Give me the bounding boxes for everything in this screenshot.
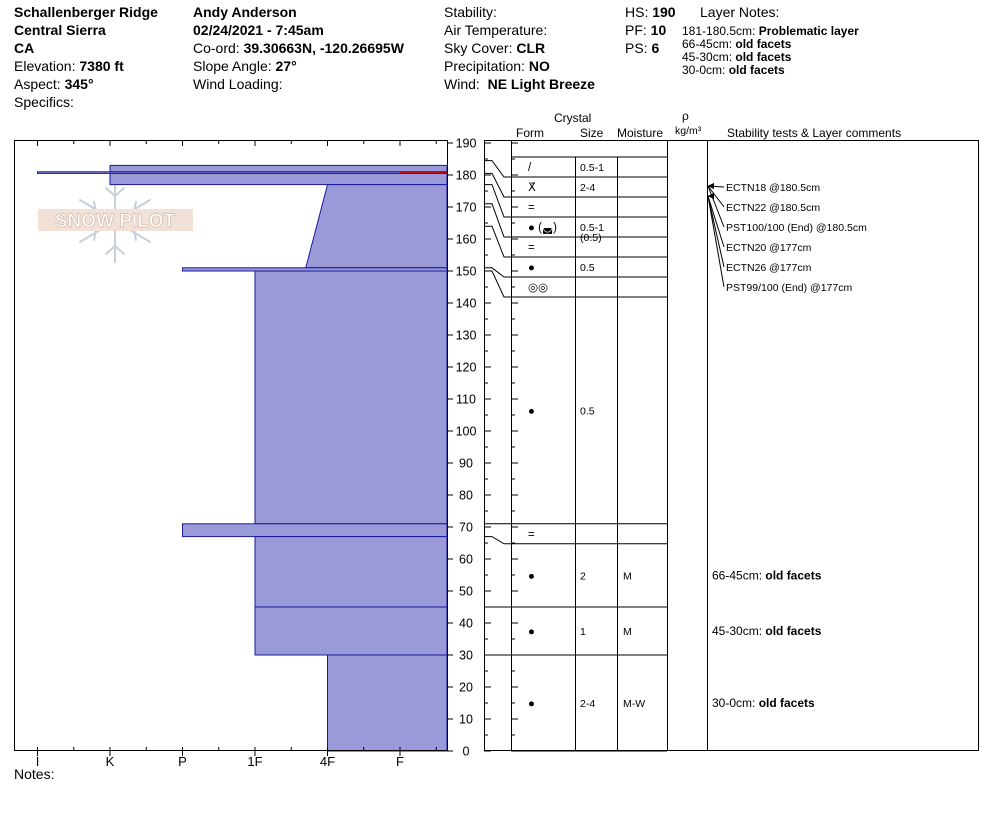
stability-test-label: ECTN18 @180.5cm [726, 182, 821, 194]
height-tick-label: 140 [455, 296, 477, 311]
layer-comment [712, 696, 815, 710]
height-tick-label: 40 [459, 616, 473, 631]
hardness-tick-label: F [396, 754, 404, 769]
layer-form: ● [528, 698, 535, 710]
layer-connector [484, 185, 511, 217]
aspect-label: Aspect: [14, 76, 61, 92]
comments-header: Stability tests & Layer comments [727, 126, 902, 140]
layer-comment-text: old facets [765, 568, 822, 583]
height-tick-label: 0 [462, 744, 470, 759]
height-tick-label: 190 [455, 136, 477, 151]
elevation-label: Elevation: [14, 58, 76, 74]
height-axis [447, 137, 518, 759]
layer-form: = [528, 202, 535, 214]
layer-connector [484, 271, 511, 297]
aspect-value: 345° [64, 76, 94, 92]
layer-comment-range: 66-45cm: [712, 568, 766, 583]
wind-value: NE Light Breeze [487, 76, 595, 92]
hardness-tick-label: P [178, 754, 187, 769]
coord-label: Co-ord: [193, 40, 240, 56]
stability-test-label: PST100/100 (End) @180.5cm [726, 222, 867, 234]
hardness-bar [328, 655, 448, 751]
layer-note: 30-0cm: old facets [682, 63, 785, 77]
stability-tests [708, 182, 867, 710]
stability-test-leader [708, 196, 724, 287]
state-name: CA [14, 40, 35, 56]
layer-size: 2 [580, 570, 586, 583]
moisture-header: Moisture [617, 126, 664, 140]
layer-form: ● [528, 405, 535, 418]
layer-size: 0.5 [580, 262, 595, 274]
layer-connector [484, 268, 511, 277]
hardness-tick-label: 4F [319, 754, 336, 769]
height-tick-label: 60 [459, 552, 473, 567]
height-tick-label: 10 [459, 712, 473, 727]
hardness-bar [255, 537, 447, 607]
hardness-bar [306, 185, 447, 268]
hardness-bar [110, 173, 447, 184]
layer-size: 2-4 [580, 182, 596, 194]
layer-form: / [528, 162, 532, 174]
layer-connector [484, 537, 511, 544]
height-tick-label: 120 [455, 360, 477, 375]
layer-note: 66-45cm: old facets [682, 37, 792, 51]
layer-comment [712, 624, 822, 638]
stability-test-label: PST99/100 (End) @177cm [726, 282, 853, 294]
layer-moisture: M [623, 626, 632, 638]
crystal-header: Crystal [554, 111, 592, 125]
height-tick-label: 110 [456, 392, 476, 407]
layer-form: = [528, 242, 535, 254]
layer-note: 181-180.5cm: Problematic layer [682, 24, 859, 38]
precip-label: Precipitation: [444, 58, 525, 74]
height-tick-label: 130 [455, 328, 477, 343]
hardness-tick-label: I [35, 754, 40, 769]
height-tick-label: 80 [459, 488, 473, 503]
height-tick-label: 160 [455, 232, 477, 247]
observer-name: Andy Anderson [193, 4, 297, 20]
stability-label: Stability: [444, 4, 497, 20]
hardness-bar [255, 607, 447, 655]
height-tick-label: 70 [459, 520, 473, 535]
stability-test-label: ECTN20 @177cm [726, 242, 812, 254]
density-unit-header: kg/m³ [675, 125, 702, 137]
height-tick-label: 170 [455, 200, 477, 215]
layer-comment-range: 45-30cm: [712, 624, 766, 638]
layer-size: (0.5) [580, 232, 602, 244]
wind-loading-label: Wind Loading: [193, 76, 283, 92]
height-tick-label: 180 [455, 168, 477, 183]
layer-note: 45-30cm: old facets [682, 50, 792, 64]
observation-datetime: 02/24/2021 - 7:45am [193, 22, 324, 38]
height-tick-label: 100 [455, 424, 477, 439]
layer-size: 0.5-1 [580, 162, 604, 174]
hs-label: HS: [625, 4, 649, 20]
height-tick-label: 20 [459, 680, 473, 695]
hardness-bar [183, 524, 448, 537]
notes-label: Notes: [14, 766, 55, 782]
layer-form: ◎◎ [528, 282, 549, 294]
logo-text: SNOW PILOT [54, 211, 176, 232]
slope-value: 27° [275, 58, 297, 74]
air-temp-label: Air Temperature: [444, 22, 548, 38]
layer-form: ● [528, 626, 535, 638]
hardness-bar [110, 165, 447, 171]
layer-form: ● [528, 570, 535, 583]
hardness-tick-label: 1F [247, 754, 263, 769]
rho-header: ρ [682, 109, 689, 123]
stability-test-label: ECTN22 @180.5cm [726, 202, 821, 214]
layer-form: ● (◛) [528, 222, 557, 234]
sky-label: Sky Cover: [444, 40, 513, 56]
layer-size: 0.5-1 [580, 222, 604, 234]
layer-size: 1 [580, 626, 586, 638]
sky-value: CLR [516, 40, 546, 56]
layer-comment-text: old facets [765, 624, 822, 638]
hardness-tick-label: K [105, 754, 115, 769]
coord-value: 39.30663N, -120.26695W [243, 40, 404, 56]
wind-label: Wind: [444, 76, 480, 92]
hardness-profile [38, 165, 448, 751]
specifics-label: Specifics: [14, 94, 74, 110]
snowpilot-logo [38, 180, 193, 262]
layer-comment-text: old facets [758, 696, 815, 710]
layer-connector [484, 204, 511, 237]
elevation-value: 7380 ft [79, 58, 124, 74]
ps-value: 6 [651, 40, 660, 56]
layer-comment [712, 568, 822, 582]
height-tick-label: 150 [455, 264, 477, 279]
pf-label: PF: [625, 22, 647, 38]
layer-moisture: M-W [623, 698, 646, 710]
location-name: Schallenberger Ridge [14, 4, 158, 20]
form-header: Form [516, 126, 544, 140]
pf-value: 10 [650, 22, 667, 38]
height-tick-label: 30 [459, 648, 473, 663]
size-header: Size [580, 126, 604, 140]
stability-test-label: ECTN26 @177cm [726, 262, 812, 274]
layer-size: 2-4 [580, 698, 596, 710]
height-tick-label: 50 [459, 584, 473, 599]
precip-value: NO [528, 58, 550, 74]
layer-form: Ⅹ̄ [528, 182, 536, 194]
layer-notes-title: Layer Notes: [700, 4, 780, 20]
layer-connector [484, 226, 511, 257]
layer-size: 0.5 [580, 405, 595, 418]
layer-form: = [528, 528, 535, 541]
ps-label: PS: [625, 40, 648, 56]
hardness-bar [255, 271, 447, 524]
height-tick-label: 90 [459, 456, 473, 471]
layer-moisture: M [623, 570, 632, 583]
slope-label: Slope Angle: [193, 58, 272, 74]
layer-form: ● [528, 262, 535, 274]
range-name: Central Sierra [14, 22, 106, 38]
layer-comment-range: 30-0cm: [712, 696, 759, 710]
hs-value: 190 [652, 4, 676, 20]
